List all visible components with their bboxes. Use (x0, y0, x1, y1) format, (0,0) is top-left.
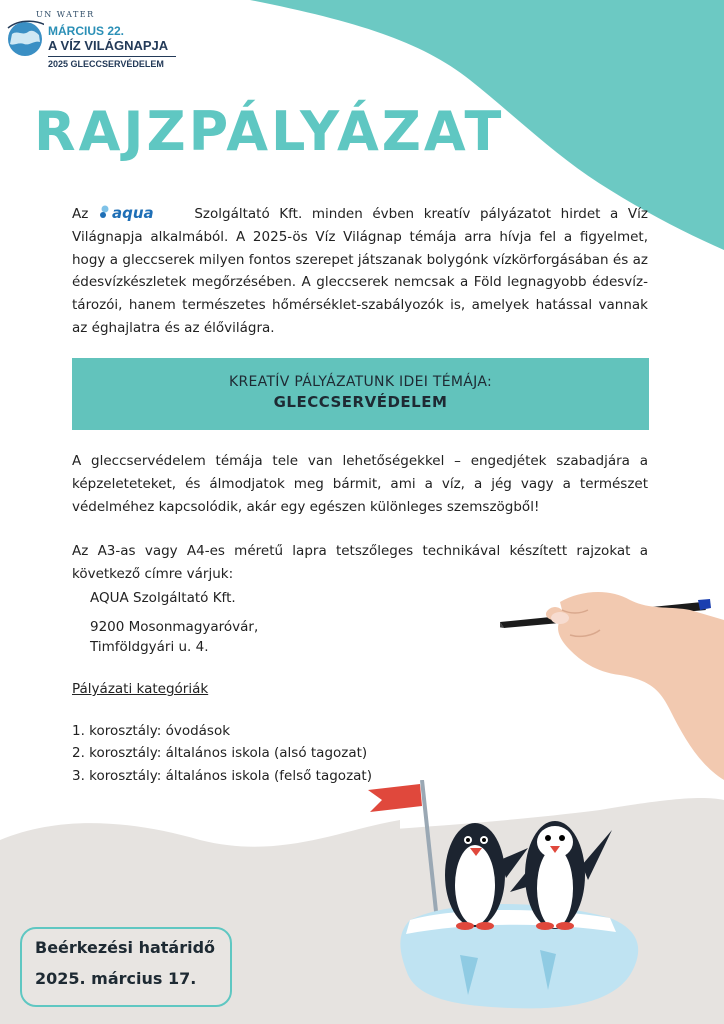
category-item: 1. korosztály: óvodások (72, 723, 231, 739)
event-theme: 2025 GLECCSERVÉDELEM (48, 59, 164, 69)
category-item: 3. korosztály: általános iskola (felső tagozat) (72, 768, 372, 784)
intro-paragraph (72, 203, 648, 340)
theme-banner (72, 358, 649, 430)
aqua-logo (98, 203, 184, 221)
globe-icon (6, 20, 44, 58)
address-line-street: Timföldgyári u. 4. (90, 639, 209, 655)
svg-text:aqua: aqua (112, 204, 154, 221)
address-line-city: 9200 Mosonmagyaróvár, (90, 619, 259, 635)
deadline-badge (20, 927, 232, 1007)
penguins-on-iceberg-illustration (360, 780, 660, 1010)
theme-label: KREATÍV PÁLYÁZATUNK IDEI TÉMÁJA: (229, 374, 492, 390)
event-logo (6, 6, 186, 70)
deadline-label: Beérkezési határidő (35, 938, 216, 957)
categories-title: Pályázati kategóriák (72, 681, 209, 697)
logo-divider (48, 56, 176, 57)
page-title: RAJZPÁLYÁZAT (34, 100, 505, 163)
event-date: MÁRCIUS 22. (48, 24, 125, 38)
category-item: 2. korosztály: általános iskola (alsó tagozat) (72, 745, 368, 761)
submission-info: Az A3-as vagy A4-es méretű lapra tetszőleges technikával készített rajzokat a következő címre várjuk: (72, 543, 648, 582)
un-water-label: UN WATER (36, 10, 95, 19)
theme-value: GLECCSERVÉDELEM (273, 393, 448, 411)
deadline-date: 2025. március 17. (35, 969, 197, 988)
intro-prefix: Az (72, 206, 89, 222)
hand-with-pen-illustration (500, 580, 724, 780)
theme-description: A gleccservédelem témája tele van lehetőségekkel – engedjétek szabadjára a képzeleteteket, és álmodjatok meg bármit, ami a víz, a jég vagy a természet védelméhez kapcsolódik, akár egy egészen különleges szemszögből! (72, 453, 648, 515)
address-line-company: AQUA Szolgáltató Kft. (90, 590, 236, 606)
event-name: A VÍZ VILÁGNAPJA (48, 38, 169, 53)
intro-text: Szolgáltató Kft. minden évben kreatív pályázatot hirdet a Víz Világnapja alkalmából. A 2025-ös Víz Világnap témája arra hívja fel a figyelmet, hogy a gleccserek milyen fontos szerepet játszanak bolygónk vízkörforgásában és az édesvízkészletek megőrzésében. A gleccserek nemcsak a Föld legnagyobb édesvíz-tározói, hanem természetes hőmérséklet-szabályozók is, amelyek hatással vannak az éghajlatra és az élővilágra. (72, 206, 648, 336)
